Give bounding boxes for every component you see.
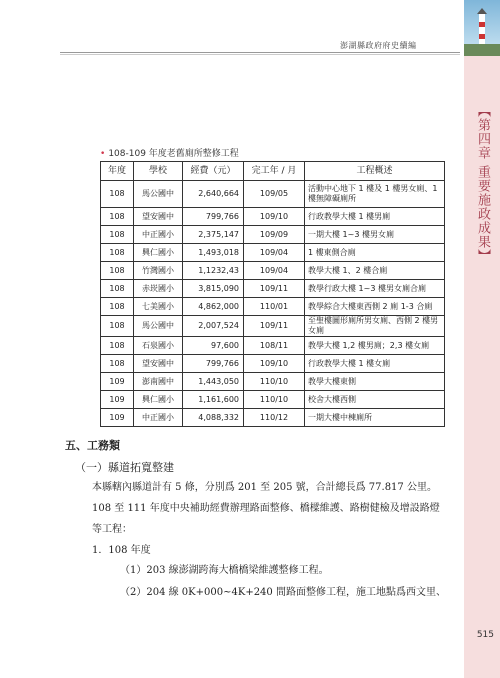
completion-cell: 109/11	[244, 280, 305, 298]
table-row	[101, 244, 445, 262]
budget-cell: 799,766	[183, 355, 244, 373]
description-cell: 教學大樓東側	[305, 373, 445, 391]
header-title: 澎湖縣政府府史續編	[340, 41, 417, 50]
completion-cell: 110/01	[244, 298, 305, 316]
description-cell: 教學綜合大樓東西側 2 廁 1-3 合廁	[305, 298, 445, 316]
column-header: 工程概述	[305, 162, 445, 181]
page-number: 515	[476, 630, 494, 640]
school-cell: 望安國中	[134, 355, 183, 373]
description-cell: 至聖樓圖形廁所男女廁、西側 2 樓男女廁	[305, 316, 445, 337]
completion-cell: 110/12	[244, 409, 305, 427]
year-cell: 108	[101, 244, 134, 262]
budget-cell: 97,600	[183, 337, 244, 355]
description-cell: 校舍大樓西側	[305, 391, 445, 409]
description-cell: 1 樓東側合廁	[305, 244, 445, 262]
budget-cell: 3,815,090	[183, 280, 244, 298]
completion-cell: 109/04	[244, 244, 305, 262]
table-row	[101, 316, 445, 337]
column-header: 年度	[101, 162, 134, 181]
section-title: 五、工務類	[65, 439, 120, 452]
year-cell: 108	[101, 316, 134, 337]
list-item: 1．108 年度	[92, 545, 151, 556]
year-cell: 109	[101, 373, 134, 391]
description-cell: 教學大樓 1、2 樓合廁	[305, 262, 445, 280]
list-subitem: （2）204 線 0K+000~4K+240 間路面整修工程，施工地點爲西文里、	[120, 587, 446, 598]
year-cell: 108	[101, 337, 134, 355]
description-cell: 一期大樓中棟廁所	[305, 409, 445, 427]
school-cell: 澎南國中	[134, 373, 183, 391]
budget-cell: 1,161,600	[183, 391, 244, 409]
year-cell: 109	[101, 409, 134, 427]
school-cell: 石泉國小	[134, 337, 183, 355]
table-row	[101, 409, 445, 427]
budget-cell: 1,443,050	[183, 373, 244, 391]
column-header: 經費（元）	[183, 162, 244, 181]
header-divider-secondary	[60, 54, 460, 55]
budget-cell: 2,007,524	[183, 316, 244, 337]
year-cell: 108	[101, 298, 134, 316]
subsection-title: （一）縣道拓寬整建	[75, 461, 174, 474]
column-header: 完工年 / 月	[244, 162, 305, 181]
table-row	[101, 355, 445, 373]
body-paragraph: 本縣轄內縣道計有 5 條，分別爲 201 至 205 號，合計總長爲 77.817 公里。108 至 111 年度中央補助經費辦理路面整修、橋樑維護、路樹健檢及增設路燈等工程：	[92, 482, 440, 535]
budget-cell: 2,375,147	[183, 226, 244, 244]
table-row	[101, 391, 445, 409]
year-cell: 108	[101, 280, 134, 298]
chapter-tab: 【第四章 重要施政成果】	[475, 104, 490, 264]
year-cell: 108	[101, 226, 134, 244]
school-cell: 中正國小	[134, 226, 183, 244]
year-cell: 108	[101, 262, 134, 280]
completion-cell: 109/10	[244, 355, 305, 373]
school-cell: 興仁國小	[134, 244, 183, 262]
school-cell: 馬公國中	[134, 316, 183, 337]
budget-cell: 1,1232,43	[183, 262, 244, 280]
description-cell: 教學大樓 1,2 樓男廁；2,3 樓女廁	[305, 337, 445, 355]
repair-table	[100, 161, 445, 427]
description-cell: 行政教學大樓 1 樓女廁	[305, 355, 445, 373]
completion-cell: 110/10	[244, 391, 305, 409]
table-header-row	[101, 162, 445, 181]
budget-cell: 2,640,664	[183, 181, 244, 208]
table-row	[101, 298, 445, 316]
description-cell: 活動中心地下 1 樓及 1 樓男女廁、1 樓無障礙廁所	[305, 181, 445, 208]
lighthouse-image	[464, 0, 500, 56]
header-divider	[60, 52, 460, 53]
bullet-icon: •	[100, 149, 106, 159]
list-subitem: （1）203 線澎湖跨海大橋橋梁維護整修工程。	[120, 565, 329, 576]
school-cell: 馬公國中	[134, 181, 183, 208]
completion-cell: 109/11	[244, 316, 305, 337]
school-cell: 望安國中	[134, 208, 183, 226]
completion-cell: 109/09	[244, 226, 305, 244]
year-cell: 109	[101, 391, 134, 409]
year-cell: 108	[101, 181, 134, 208]
school-cell: 中正國小	[134, 409, 183, 427]
table-row	[101, 208, 445, 226]
completion-cell: 108/11	[244, 337, 305, 355]
budget-cell: 4,862,000	[183, 298, 244, 316]
school-cell: 赤崁國小	[134, 280, 183, 298]
table-row	[101, 337, 445, 355]
year-cell: 108	[101, 355, 134, 373]
table-row	[101, 280, 445, 298]
description-cell: 教學行政大樓 1~3 樓男女廁合廁	[305, 280, 445, 298]
completion-cell: 109/04	[244, 262, 305, 280]
description-cell: 行政教學大樓 1 樓男廁	[305, 208, 445, 226]
completion-cell: 109/10	[244, 208, 305, 226]
table-row	[101, 181, 445, 208]
school-cell: 興仁國小	[134, 391, 183, 409]
completion-cell: 110/10	[244, 373, 305, 391]
column-header: 學校	[134, 162, 183, 181]
table-caption	[100, 146, 239, 159]
budget-cell: 1,493,018	[183, 244, 244, 262]
table-row	[101, 373, 445, 391]
budget-cell: 799,766	[183, 208, 244, 226]
table-caption-text: 108-109 年度老舊廁所整修工程	[108, 149, 239, 159]
description-cell: 一期大樓 1~3 樓男女廁	[305, 226, 445, 244]
budget-cell: 4,088,332	[183, 409, 244, 427]
school-cell: 竹灣國小	[134, 262, 183, 280]
table-row	[101, 262, 445, 280]
completion-cell: 109/05	[244, 181, 305, 208]
year-cell: 108	[101, 208, 134, 226]
school-cell: 七美國小	[134, 298, 183, 316]
table-row	[101, 226, 445, 244]
